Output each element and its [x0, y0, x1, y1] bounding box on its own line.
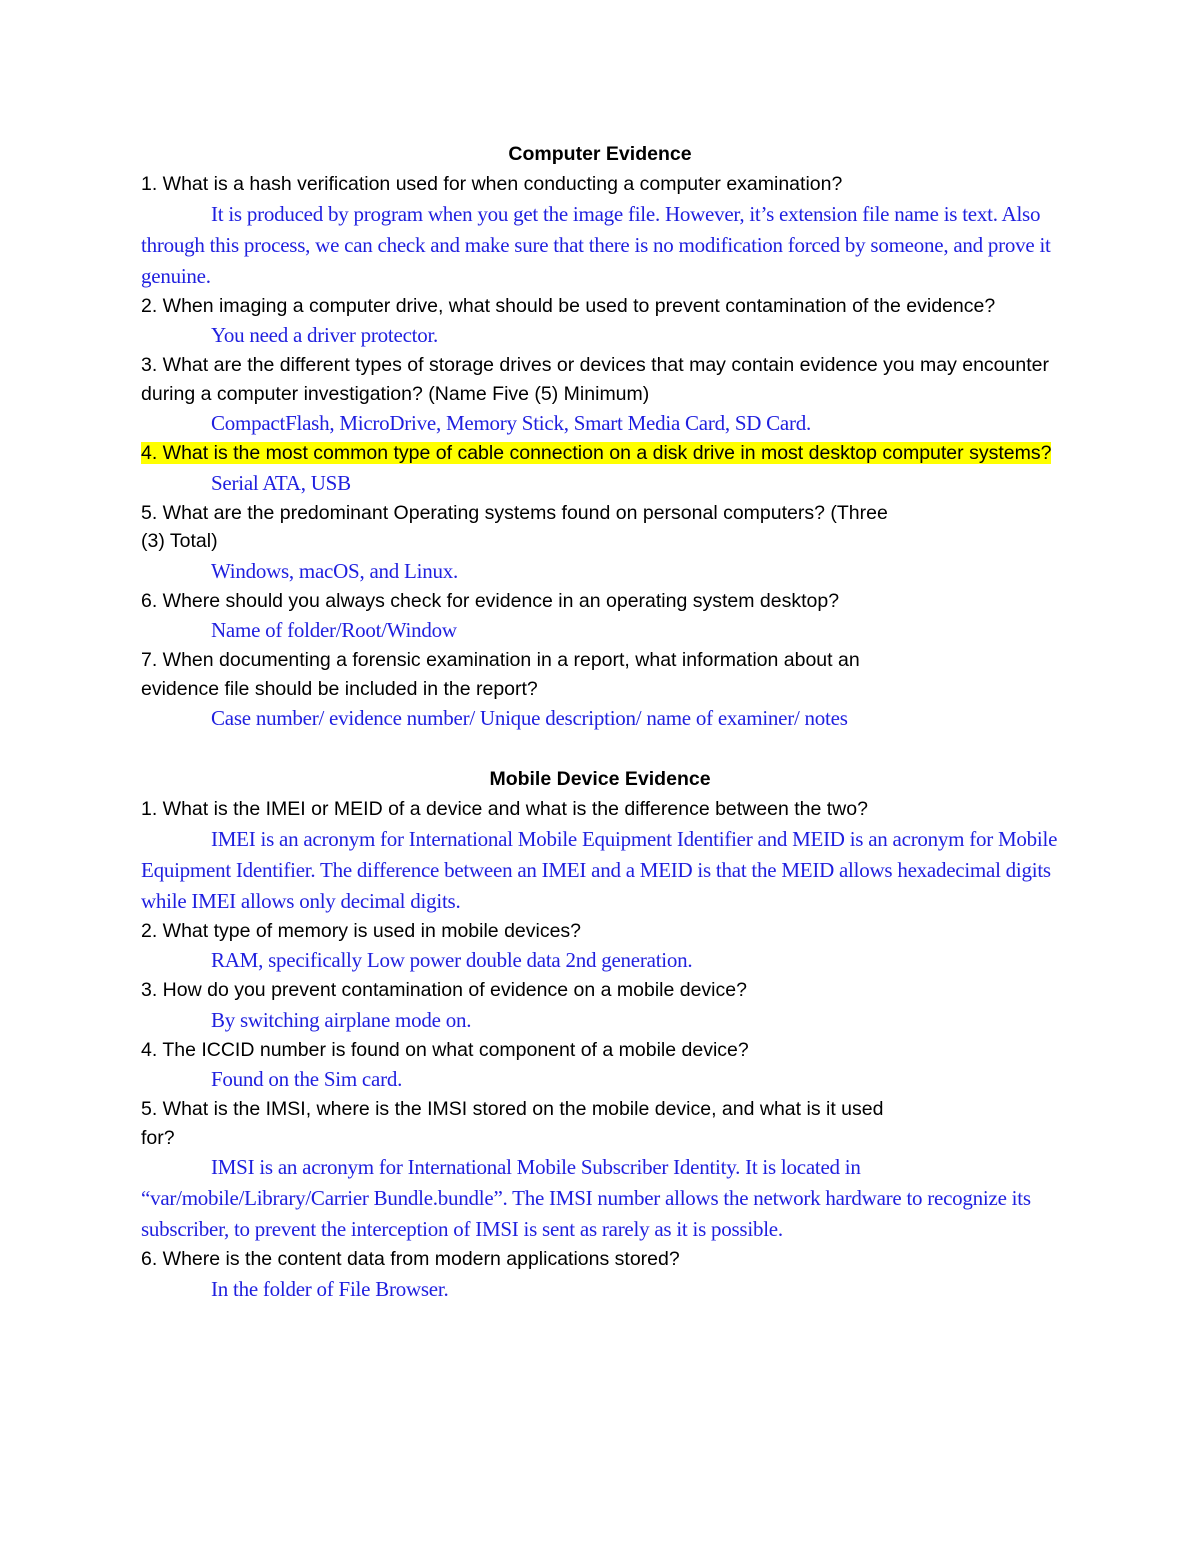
answer-computer-2: You need a driver protector.	[211, 323, 439, 347]
question-mobile-4: 4. The ICCID number is found on what component of a mobile device?	[141, 1038, 749, 1061]
answer-computer-6: Name of folder/Root/Window	[211, 618, 457, 642]
question-computer-1: 1. What is a hash verification used for when conducting a computer examination?	[141, 173, 843, 195]
answer-computer-4: Serial ATA, USB	[211, 470, 351, 495]
answer-computer-7: Case number/ evidence number/ Unique description/ name of examiner/ notes	[211, 706, 848, 730]
question-computer-2: 2. When imaging a computer drive, what should be used to prevent contamination of the evidence?	[141, 294, 996, 317]
answer-mobile-1: IMEI is an acronym for International Mobile Equipment Identifier and MEID is an acronym for Mobile Equipment Identifier. The difference between an IMEI and a MEID is that the MEID allows hexadecimal digits while IMEI allows only decimal digits.	[141, 826, 1058, 913]
answer-mobile-3: By switching airplane mode on.	[211, 1007, 472, 1032]
answer-computer-5: Windows, macOS, and Linux.	[211, 558, 458, 583]
highlighted-text: 4. What is the most common type of cable connection on a disk drive in most desktop computer systems?	[141, 442, 1052, 464]
answer-mobile-6: In the folder of File Browser.	[211, 1276, 449, 1301]
question-computer-4-highlighted	[141, 439, 1059, 468]
question-mobile-1: 1. What is the IMEI or MEID of a device and what is the difference between the two?	[141, 798, 868, 820]
question-computer-3: 3. What are the different types of storage drives or devices that may contain evidence you may encounter during a computer investigation? (Name Five (5) Minimum)	[141, 354, 1049, 405]
question-computer-5-continued: (3) Total)	[141, 530, 218, 552]
answer-mobile-4: Found on the Sim card.	[211, 1067, 403, 1091]
answer-computer-1: It is produced by program when you get the image file. However, it’s extension file name is text. Also through this process, we can check and make sure that there is no modification forced by someone, and prove it genuine.	[141, 201, 1051, 288]
question-computer-7-continued: evidence file should be included in the report?	[141, 677, 538, 700]
answer-mobile-2: RAM, specifically Low power double data 2nd generation.	[211, 948, 693, 972]
question-mobile-5: 5. What is the IMSI, where is the IMSI stored on the mobile device, and what is it used	[141, 1098, 884, 1120]
question-mobile-3: 3. How do you prevent contamination of evidence on a mobile device?	[141, 979, 747, 1001]
question-mobile-5-continued: for?	[141, 1126, 175, 1149]
question-computer-7: 7. When documenting a forensic examination in a report, what information about an	[141, 649, 860, 671]
question-mobile-2: 2. What type of memory is used in mobile devices?	[141, 919, 582, 942]
question-mobile-6: 6. Where is the content data from modern applications stored?	[141, 1248, 680, 1270]
section-title-computer-evidence: Computer Evidence	[508, 143, 692, 165]
question-computer-5: 5. What are the predominant Operating systems found on personal computers? (Three	[141, 501, 888, 524]
document-page	[141, 138, 1059, 1305]
question-computer-6: 6. Where should you always check for evidence in an operating system desktop?	[141, 589, 840, 612]
section-title-mobile-device-evidence: Mobile Device Evidence	[489, 768, 711, 790]
answer-mobile-5: IMSI is an acronym for International Mobile Subscriber Identity. It is located in “var/mobile/Library/Carrier Bundle.bundle”. The IMSI number allows the network hardware to recognize its subscriber, to prevent the interception of IMSI is sent as rarely as it is possible.	[141, 1155, 1031, 1241]
section-spacer	[141, 734, 1059, 763]
answer-computer-3: CompactFlash, MicroDrive, Memory Stick, Smart Media Card, SD Card.	[211, 411, 811, 435]
